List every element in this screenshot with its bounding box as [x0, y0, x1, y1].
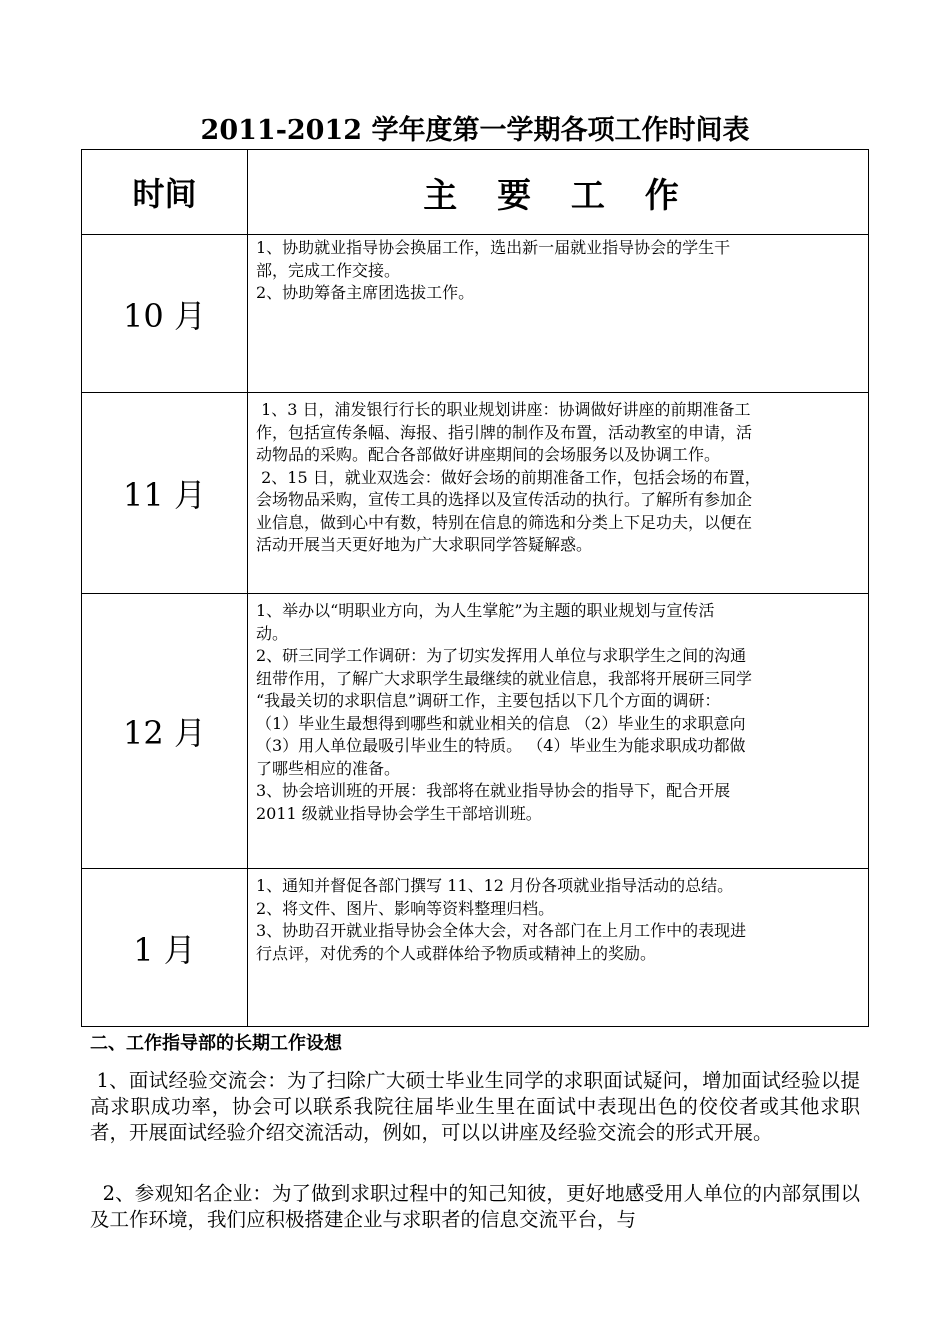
- work-line: “我最关切的求职信息”调研工作，主要包括以下几个方面的调研：: [256, 691, 721, 710]
- work-cell: [248, 235, 869, 393]
- work-cell: [248, 869, 869, 1027]
- table-row: [82, 235, 869, 393]
- work-line: 动物品的采购。配合各部做好讲座期间的会场服务以及协调工作。: [256, 445, 721, 464]
- work-line: 动。: [256, 623, 289, 643]
- page-title: 2011-2012 学年度第一学期各项工作时间表: [200, 115, 750, 146]
- work-line: 2、15 日，就业双选会：做好会场的前期准备工作，包括会场的布置，: [256, 467, 761, 487]
- table-row: [82, 869, 869, 1027]
- work-line: 1、协助就业指导协会换届工作，选出新一届就业指导协会的学生干: [256, 238, 731, 257]
- paragraph: 1、面试经验交流会：为了扫除广大硕士毕业生同学的求职面试疑问，增加面试经验以提高求职成功率，协会可以联系我院往届毕业生里在面试中表现出色的佼佼者或其他求职者，开展面试经验介绍交流活动，例如，可以以讲座及经验交流会的形式开展。: [90, 1069, 860, 1144]
- work-line: （3）用人单位最吸引毕业生的特质。 （4）毕业生为能求职成功都做: [256, 736, 746, 755]
- section-heading: 二、工作指导部的长期工作设想: [90, 1033, 342, 1054]
- work-cell: [248, 594, 869, 869]
- work-line: 部，完成工作交接。: [256, 260, 401, 280]
- work-line: 1、举办以“明职业方向，为人生掌舵”为主题的职业规划与宣传活: [256, 601, 715, 620]
- work-line: 2011 级就业指导协会学生干部培训班。: [256, 803, 542, 823]
- work-line: 2、研三同学工作调研：为了切实发挥用人单位与求职学生之间的沟通: [256, 646, 747, 665]
- work-line: 会场物品采购，宣传工具的选择以及宣传活动的执行。了解所有参加企: [256, 490, 753, 509]
- work-line: （1）毕业生最想得到哪些和就业相关的信息 （2）毕业生的求职意向: [256, 713, 746, 733]
- work-line: 1、3 日，浦发银行行长的职业规划讲座：协调做好讲座的前期准备工: [256, 400, 751, 419]
- work-line: 了哪些相应的准备。: [256, 758, 401, 778]
- work-line: 2、协助筹备主席团选拔工作。: [256, 283, 475, 302]
- table-row: [82, 393, 869, 594]
- table-row: [82, 594, 869, 869]
- schedule-table: [81, 149, 869, 1027]
- work-line: 活动开展当天更好地为广大求职同学答疑解惑。: [256, 535, 593, 554]
- table-header-row: [82, 150, 869, 235]
- work-line: 业信息，做到心中有数，特别在信息的筛选和分类上下足功夫，以便在: [256, 512, 753, 532]
- header-work: 主 要 工 作: [248, 150, 869, 235]
- month-cell: 12 月: [82, 594, 248, 869]
- work-line: 3、协会培训班的开展：我部将在就业指导协会的指导下，配合开展: [256, 781, 731, 800]
- header-time: 时间: [82, 150, 248, 235]
- work-line: 1、通知并督促各部门撰写 11、12 月份各项就业指导活动的总结。: [256, 876, 734, 895]
- work-line: 作，包括宣传条幅、海报、指引牌的制作及布置，活动教室的申请，活: [256, 422, 753, 442]
- work-cell: [248, 393, 869, 594]
- paragraph: 2、参观知名企业：为了做到求职过程中的知己知彼，更好地感受用人单位的内部氛围以及工作环境，我们应积极搭建企业与求职者的信息交流平台，与: [90, 1182, 860, 1231]
- month-cell: 11 月: [82, 393, 248, 594]
- month-cell: 1 月: [82, 869, 248, 1027]
- month-cell: 10 月: [82, 235, 248, 393]
- work-line: 纽带作用，了解广大求职学生最继续的就业信息，我部将开展研三同学: [256, 668, 753, 688]
- work-line: 行点评，对优秀的个人或群体给予物质或精神上的奖励。: [256, 943, 657, 963]
- work-line: 3、协助召开就业指导协会全体大会，对各部门在上月工作中的表现进: [256, 921, 747, 940]
- work-line: 2、将文件、图片、影响等资料整理归档。: [256, 898, 555, 918]
